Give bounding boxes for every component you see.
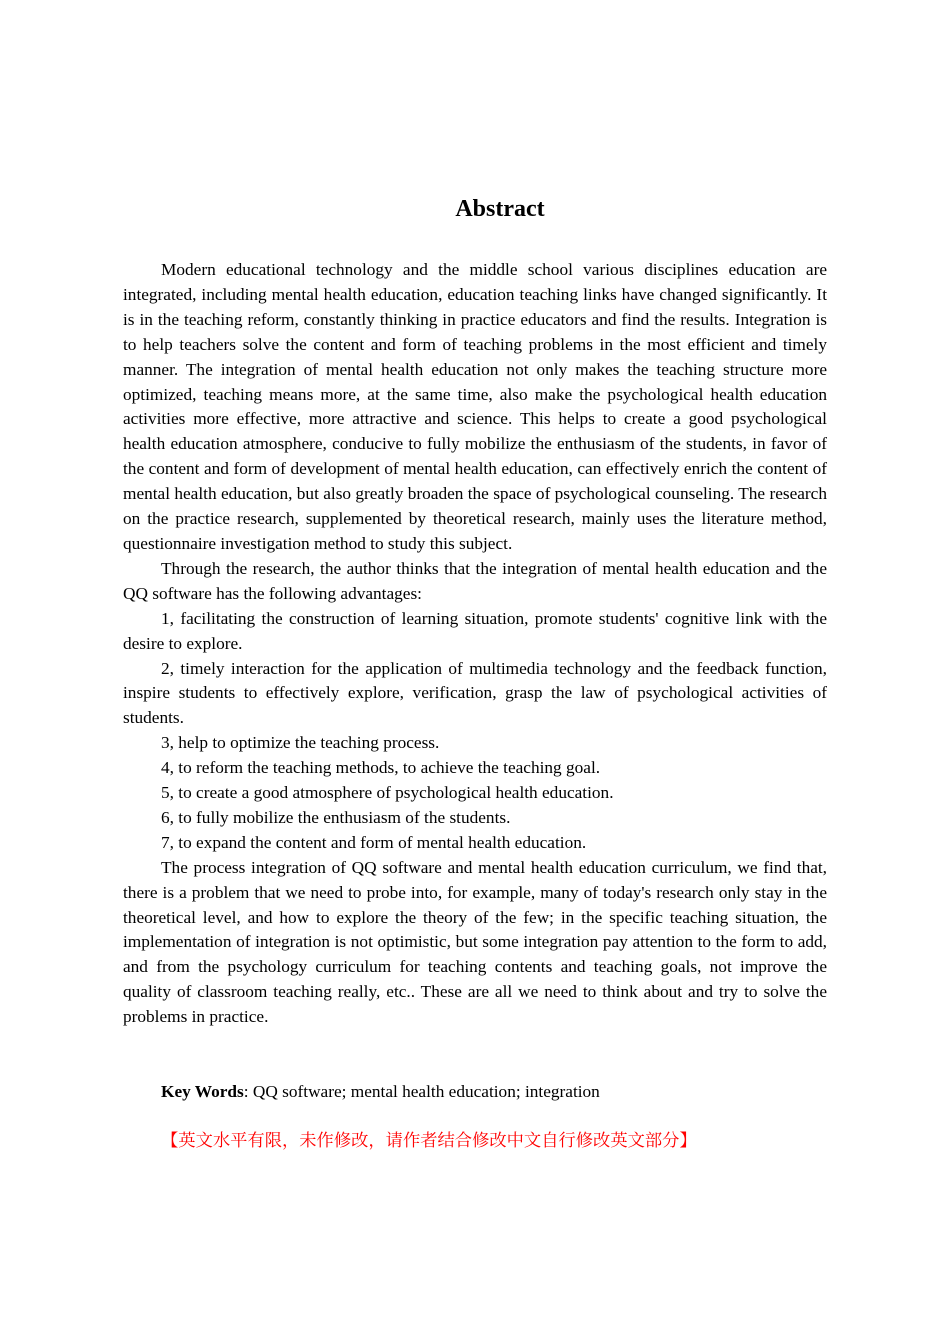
abstract-paragraph-advantages-lead: Through the research, the author thinks that the integration of mental health education and the QQ software has the following advantages:: [123, 558, 827, 603]
advantage-item-3: 3, help to optimize the teaching process.: [161, 733, 440, 753]
page-title: Abstract: [455, 196, 545, 222]
keywords-line: [123, 1080, 827, 1105]
advantage-item-6: 6, to fully mobilize the enthusiasm of the students.: [161, 807, 511, 827]
advantage-item-7: 7, to expand the content and form of mental health education.: [161, 832, 587, 852]
keywords-separator: :: [243, 1082, 253, 1101]
abstract-paragraph-problems: The process integration of QQ software and mental health education curriculum, we find that, there is a problem that we need to probe into, for example, many of today's research only stay in the theoretical level, and how to explore the theory of the few; in the specific teaching situation, the implementation of integration is not optimistic, but some integration pay attention to the form to add, and from the psychology curriculum for teaching contents and teaching goals, not improve the quality of classroom teaching really, etc.. These are all we need to think about and try to solve the problems in practice.: [123, 857, 827, 1027]
keywords-label: Key Words: [161, 1082, 244, 1101]
abstract-paragraph-intro: Modern educational technology and the middle school various disciplines education are integrated, including mental health education, education teaching links have changed significantly. It is in the teaching reform, constantly thinking in practice educators and find the results. Integration is to help teachers solve the content and form of teaching problems in the most efficient and timely manner. The integration of mental health education not only makes the teaching structure more optimized, teaching means more, at the same time, also make the psychological health education activities more effective, more attractive and science. This helps to create a good psychological health education atmosphere, conducive to fully mobilize the enthusiasm of the students, in favor of the content and form of development of mental health education, can effectively enrich the content of mental health education, but also greatly broaden the space of psychological counseling. The research on the practice research, supplemented by theoretical research, mainly uses the literature method, questionnaire investigation method to study this subject.: [123, 260, 827, 553]
advantage-item-4: 4, to reform the teaching methods, to achieve the teaching goal.: [161, 758, 601, 778]
advantage-item-2: 2, timely interaction for the application of multimedia technology and the feedback function, inspire students to effectively explore, verification, grasp the law of psychological activities of students.: [123, 658, 827, 728]
advantage-item-5: 5, to create a good atmosphere of psychological health education.: [161, 783, 614, 803]
editor-note: 【英文水平有限，未作修改，请作者结合修改中文自行修改英文部分】: [161, 1131, 697, 1150]
keywords-value: QQ software; mental health education; integration: [252, 1082, 600, 1101]
advantage-item-1: 1, facilitating the construction of learning situation, promote students' cognitive link with the desire to explore.: [123, 608, 827, 653]
abstract-body: [123, 258, 827, 1030]
